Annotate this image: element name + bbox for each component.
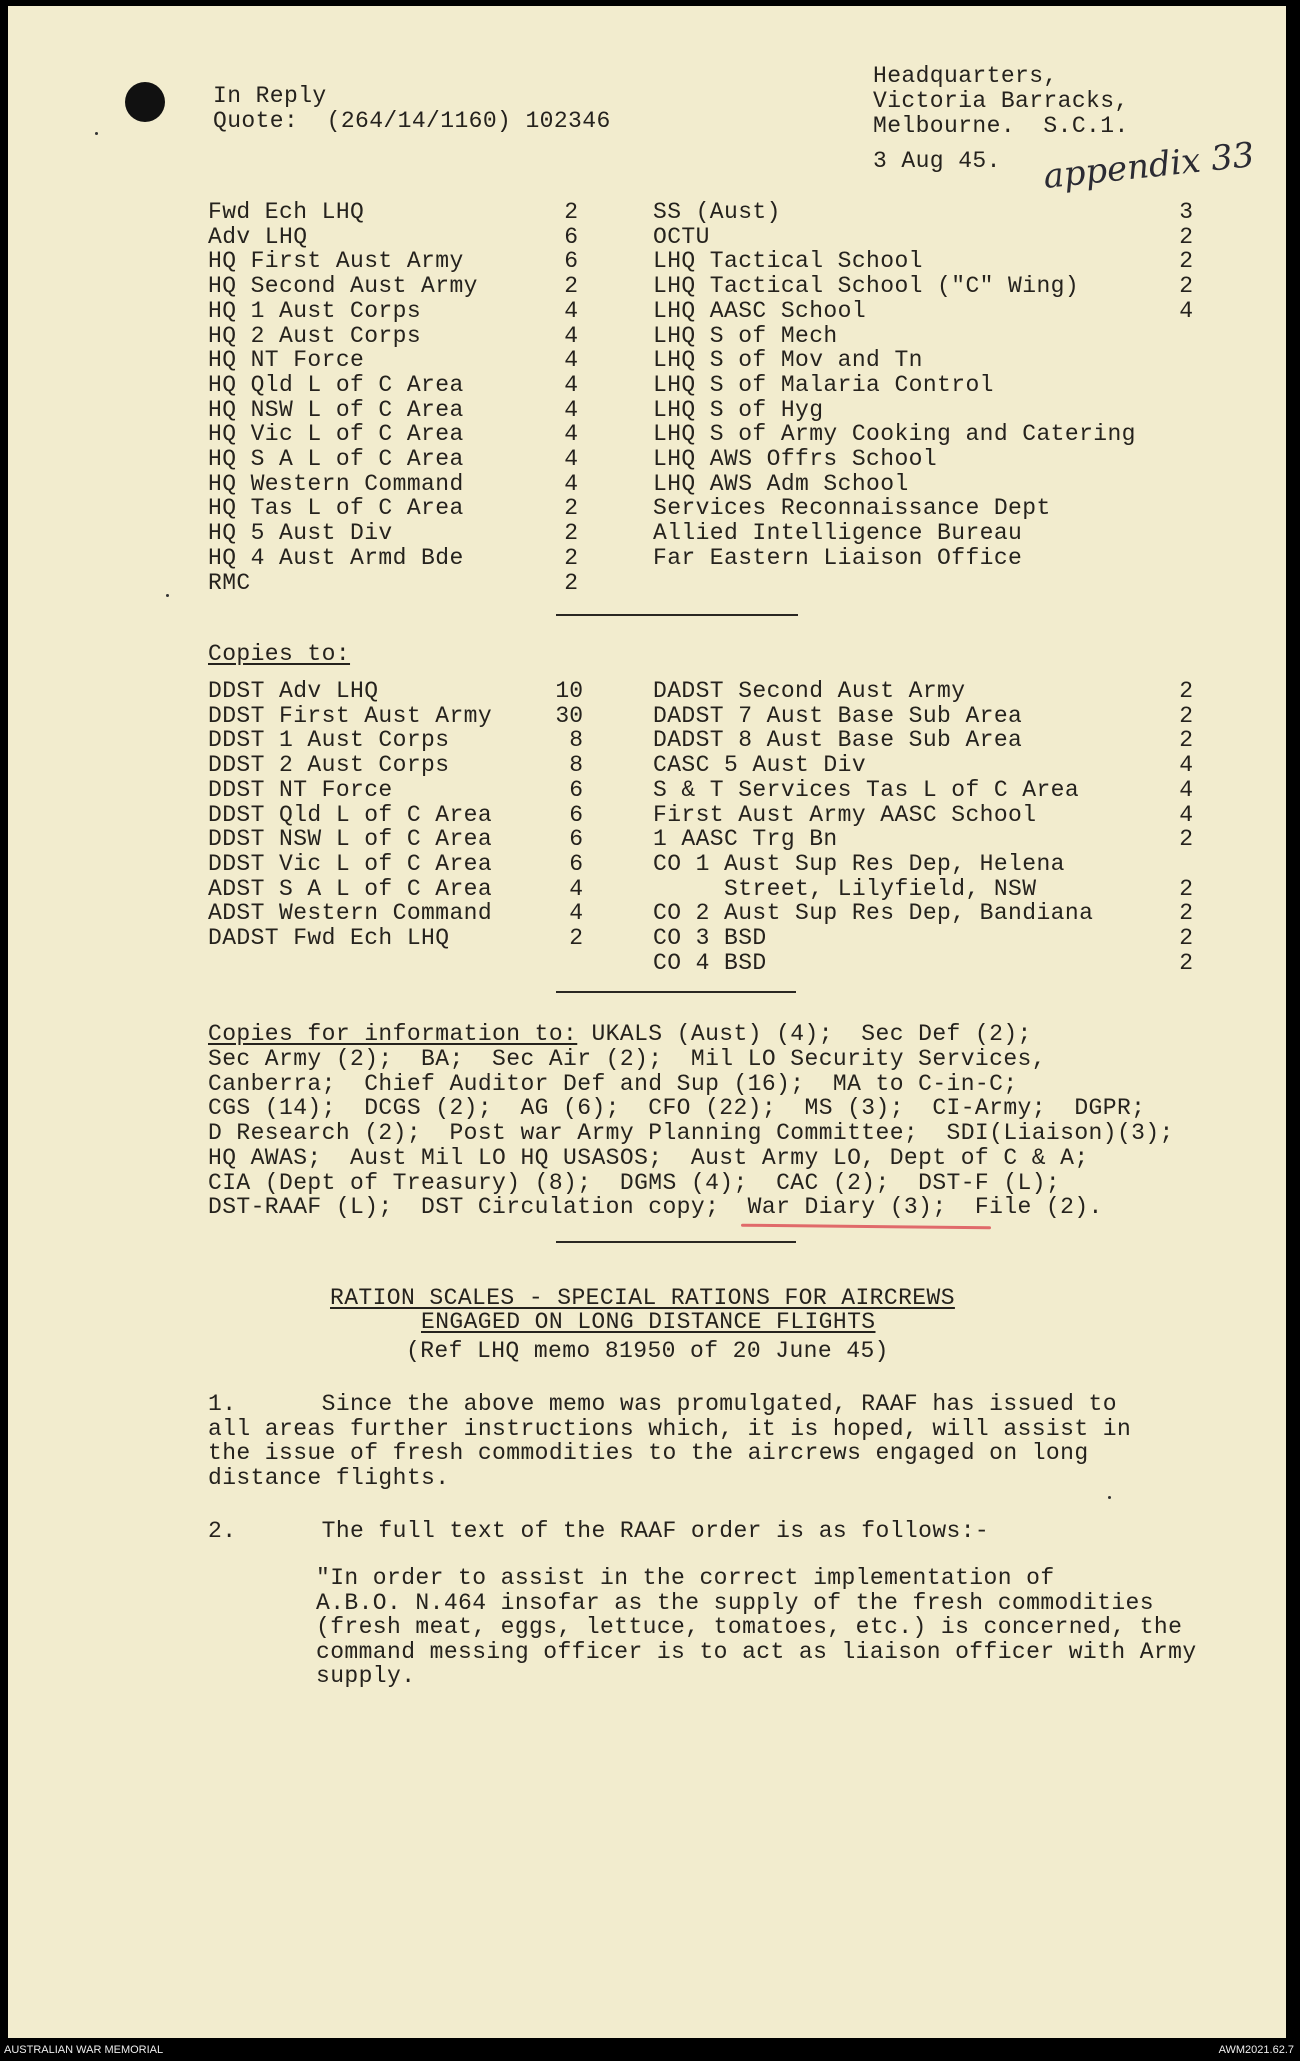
address-line-2: Victoria Barracks, [873, 88, 1129, 114]
copies-left-item-name: DDST NSW L of C Area [208, 826, 493, 853]
distribution-left-item-count: 2 [564, 544, 578, 571]
copies-left-item-count: 30 [555, 702, 583, 729]
distribution-right-item-name: LHQ S of Mov and Tn [653, 347, 923, 374]
copies-left-item-count: 6 [569, 826, 583, 853]
copies-right-item-count: 2 [1179, 727, 1193, 754]
quoted-order-line: A.B.O. N.464 insofar as the supply of the fresh commodities [316, 1589, 1154, 1616]
copies-info-line: CGS (14); DCGS (2); AG (6); CFO (22); MS (3); CI-Army; DGPR; [208, 1095, 1146, 1122]
copies-right-item-name: CASC 5 Aust Div [653, 752, 867, 779]
copies-right-item-name: DADST 7 Aust Base Sub Area [653, 702, 1023, 729]
distribution-left-item-count: 4 [564, 297, 578, 324]
copies-right-item-count: 2 [1179, 702, 1193, 729]
copies-info-line: DST-RAAF (L); DST Circulation copy; War Diary (3); File (2). [208, 1194, 1103, 1221]
distribution-right-item-count: 3 [1179, 199, 1193, 225]
distribution-left-item-count: 6 [564, 248, 578, 275]
distribution-right-item-name: SS (Aust) [653, 199, 781, 225]
copies-right-item-count: 2 [1179, 678, 1193, 704]
paragraph-1-line: the issue of fresh commodities to the aircrews engaged on long [208, 1440, 1089, 1466]
distribution-left-item-count: 4 [564, 322, 578, 349]
copies-info-line-1 [208, 1022, 1032, 1047]
copies-right-item-count: 2 [1179, 925, 1193, 951]
document-page [8, 6, 1286, 2038]
quoted-order-line: (fresh meat, eggs, lettuce, tomatoes, etc.) is concerned, the [316, 1614, 1183, 1640]
distribution-left-item-count: 4 [564, 371, 578, 398]
copies-left-item-name: DDST Adv LHQ [208, 678, 379, 704]
section-divider [556, 991, 796, 993]
copies-right-item-count: 2 [1179, 949, 1193, 976]
distribution-left-item-count: 6 [564, 223, 578, 250]
copies-info-line: CIA (Dept of Treasury) (8); DGMS (4); CAC (2); DST-F (L); [208, 1169, 1061, 1196]
copies-right-item-name: CO 4 BSD [653, 949, 767, 976]
quoted-order-line: command messing officer is to act as liaison officer with Army [316, 1638, 1197, 1665]
paper-mark [1108, 1496, 1111, 1499]
distribution-left-item-name: HQ Vic L of C Area [208, 421, 464, 448]
copies-left-item-count: 6 [569, 776, 583, 803]
quoted-order-line: "In order to assist in the correct implementation of [316, 1565, 1055, 1591]
copies-left-item-count: 2 [569, 925, 583, 951]
distribution-right-item-name: Far Eastern Liaison Office [653, 544, 1023, 571]
distribution-left-item-count: 4 [564, 470, 578, 497]
distribution-right-item-name: LHQ AWS Adm School [653, 470, 909, 497]
copies-left-item-count: 8 [569, 752, 583, 779]
copies-left-item-name: DDST 2 Aust Corps [208, 752, 450, 779]
copies-left-item-count: 8 [569, 727, 583, 754]
distribution-left-item-name: HQ 4 Aust Armd Bde [208, 544, 464, 571]
subject-title-line-2: ENGAGED ON LONG DISTANCE FLIGHTS [421, 1309, 876, 1335]
handwritten-annotation: appendix 33 [1041, 135, 1257, 197]
archive-credit: AUSTRALIAN WAR MEMORIAL [4, 2044, 164, 2056]
copies-left-item-count: 6 [569, 801, 583, 828]
copies-left-item-count: 4 [569, 875, 583, 902]
copies-info-line: HQ AWAS; Aust Mil LO HQ USASOS; Aust Army LO, Dept of C & A; [208, 1144, 1089, 1171]
copies-right-item-name: CO 3 BSD [653, 925, 767, 951]
copies-left-item-count: 10 [555, 678, 583, 704]
copies-right-item-name: First Aust Army AASC School [653, 801, 1037, 828]
section-divider [556, 1241, 796, 1243]
distribution-left-item-name: HQ NT Force [208, 347, 365, 374]
distribution-left-item-name: HQ Western Command [208, 470, 464, 497]
paper-mark [95, 132, 98, 135]
punch-hole [125, 82, 165, 122]
copies-to-heading: Copies to: [208, 641, 351, 667]
copies-right-item-name: CO 2 Aust Sup Res Dep, Bandiana [653, 900, 1094, 927]
paper-mark [166, 594, 169, 597]
distribution-right-item-name: OCTU [653, 223, 710, 250]
distribution-right-item-name: Allied Intelligence Bureau [653, 520, 1023, 547]
copies-left-item-name: DDST Vic L of C Area [208, 850, 493, 877]
reply-line-1: In Reply [213, 83, 327, 109]
distribution-right-item-name: LHQ AWS Offrs School [653, 446, 938, 472]
distribution-right-item-name: LHQ S of Malaria Control [653, 371, 994, 398]
distribution-left-item-count: 4 [564, 396, 578, 423]
copies-right-item-name: DADST Second Aust Army [653, 678, 966, 704]
copies-left-item-count: 4 [569, 900, 583, 927]
distribution-left-item-name: Fwd Ech LHQ [208, 199, 365, 225]
copies-info-line: Sec Army (2); BA; Sec Air (2); Mil LO Security Services, [208, 1046, 1046, 1072]
distribution-right-item-count: 2 [1179, 273, 1193, 300]
distribution-right-item-name: Services Reconnaissance Dept [653, 495, 1051, 522]
copies-left-item-name: DDST NT Force [208, 776, 393, 803]
subject-title-line-1: RATION SCALES - SPECIAL RATIONS FOR AIRCREWS [330, 1285, 955, 1311]
copies-right-item-count: 2 [1179, 875, 1193, 902]
address-line-3: Melbourne. S.C.1. [873, 113, 1129, 139]
distribution-left-item-name: HQ Second Aust Army [208, 273, 478, 300]
copies-left-item-name: DDST First Aust Army [208, 702, 493, 729]
reply-quote-reference: Quote: (264/14/1160) 102346 [213, 108, 611, 134]
distribution-left-item-name: HQ Tas L of C Area [208, 495, 464, 522]
distribution-left-item-name: HQ First Aust Army [208, 248, 464, 275]
archive-reference: AWM2021.62.7 [1218, 2044, 1294, 2056]
distribution-left-item-count: 2 [564, 273, 578, 300]
distribution-right-item-name: LHQ S of Army Cooking and Catering [653, 421, 1136, 448]
copies-right-item-name: Street, Lilyfield, NSW [653, 875, 1037, 902]
copies-right-item-name: DADST 8 Aust Base Sub Area [653, 727, 1023, 754]
copies-right-item-count: 4 [1179, 752, 1193, 779]
document-date: 3 Aug 45. [873, 148, 1001, 174]
paragraph-1-line: distance flights. [208, 1464, 450, 1491]
distribution-left-item-count: 2 [564, 520, 578, 547]
distribution-left-item-count: 4 [564, 446, 578, 472]
address-line-1: Headquarters, [873, 63, 1058, 89]
copies-right-item-name: S & T Services Tas L of C Area [653, 776, 1080, 803]
distribution-right-item-name: LHQ Tactical School ("C" Wing) [653, 273, 1080, 300]
distribution-left-item-name: HQ 5 Aust Div [208, 520, 393, 547]
distribution-left-item-count: 2 [564, 495, 578, 522]
copies-right-item-count: 4 [1179, 776, 1193, 803]
distribution-left-item-name: HQ NSW L of C Area [208, 396, 464, 423]
copies-info-line: Canberra; Chief Auditor Def and Sup (16); MA to C-in-C; [208, 1070, 1018, 1097]
distribution-left-item-name: RMC [208, 569, 251, 596]
copies-right-item-name: 1 AASC Trg Bn [653, 826, 838, 853]
distribution-left-item-name: HQ 2 Aust Corps [208, 322, 422, 349]
distribution-right-item-count: 2 [1179, 248, 1193, 275]
paragraph-2: 2. The full text of the RAAF order is as follows:- [208, 1518, 990, 1544]
copies-left-item-name: DDST 1 Aust Corps [208, 727, 450, 754]
distribution-right-item-name: LHQ AASC School [653, 297, 867, 324]
distribution-left-item-count: 4 [564, 421, 578, 448]
subject-reference: (Ref LHQ memo 81950 of 20 June 45) [406, 1338, 889, 1364]
copies-right-item-count: 2 [1179, 900, 1193, 927]
copies-info-line: D Research (2); Post war Army Planning Committee; SDI(Liaison)(3); [208, 1120, 1174, 1147]
distribution-left-item-name: HQ 1 Aust Corps [208, 297, 422, 324]
distribution-left-item-count: 2 [564, 569, 578, 596]
paragraph-1-line: 1. Since the above memo was promulgated, RAAF has issued to [208, 1391, 1117, 1417]
distribution-right-item-count: 4 [1179, 297, 1193, 324]
red-pencil-underline [741, 1224, 991, 1230]
copies-info-first-recipients: UKALS (Aust) (4); Sec Def (2); [577, 1021, 1032, 1047]
copies-left-item-name: ADST S A L of C Area [208, 875, 493, 902]
distribution-right-item-name: LHQ Tactical School [653, 248, 923, 275]
copies-info-heading: Copies for information to: [208, 1021, 578, 1047]
copies-right-item-count: 4 [1179, 801, 1193, 828]
section-divider [556, 614, 798, 616]
distribution-left-item-count: 2 [564, 199, 578, 225]
distribution-right-item-name: LHQ S of Mech [653, 322, 838, 349]
distribution-left-item-count: 4 [564, 347, 578, 374]
copies-left-item-name: ADST Western Command [208, 900, 493, 927]
distribution-right-item-count: 2 [1179, 223, 1193, 250]
distribution-left-item-name: Adv LHQ [208, 223, 308, 250]
copies-right-item-name: CO 1 Aust Sup Res Dep, Helena [653, 850, 1065, 877]
quoted-order-line: supply. [316, 1663, 416, 1689]
copies-left-item-name: DADST Fwd Ech LHQ [208, 925, 450, 951]
copies-left-item-name: DDST Qld L of C Area [208, 801, 493, 828]
distribution-left-item-name: HQ Qld L of C Area [208, 371, 464, 398]
distribution-left-item-name: HQ S A L of C Area [208, 446, 464, 472]
distribution-right-item-name: LHQ S of Hyg [653, 396, 824, 423]
copies-left-item-count: 6 [569, 850, 583, 877]
copies-right-item-count: 2 [1179, 826, 1193, 853]
paragraph-1-line: all areas further instructions which, it is hoped, will assist in [208, 1415, 1132, 1442]
